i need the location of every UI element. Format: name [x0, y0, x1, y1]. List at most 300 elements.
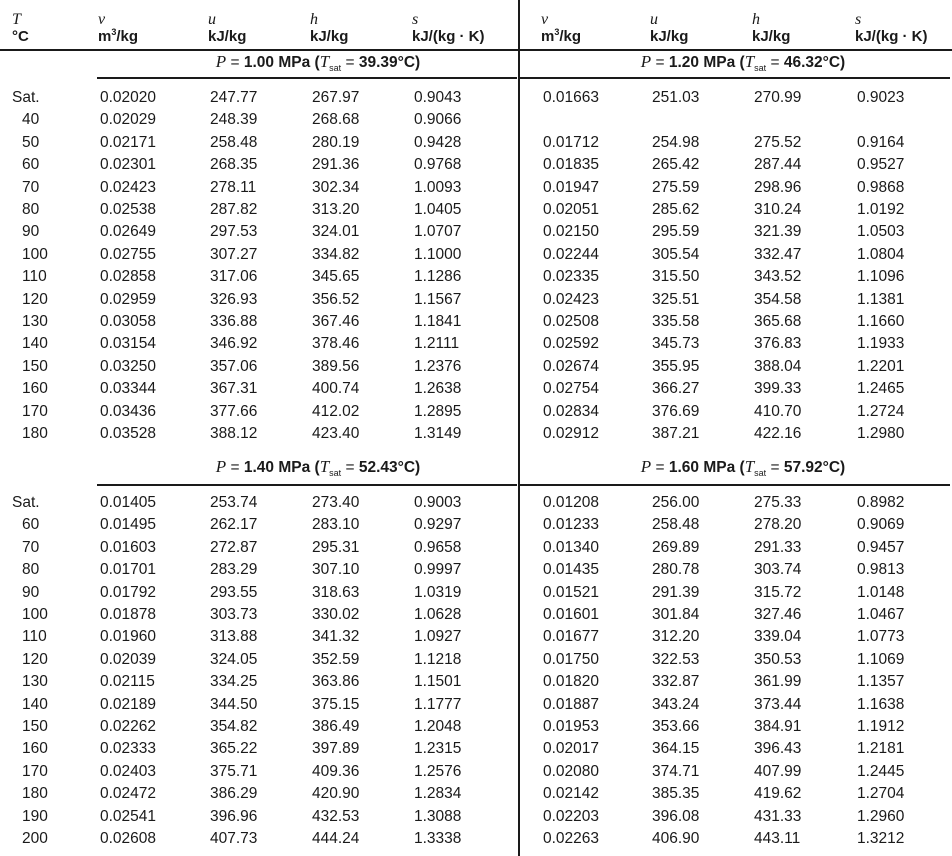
table-cell: 275.52	[754, 133, 802, 151]
temperature-cell: 80	[22, 201, 40, 218]
table-cell: 0.01435	[543, 561, 600, 579]
temperature-cell: 70	[22, 538, 40, 556]
table-cell: 283.10	[312, 516, 360, 534]
table-cell: 1.1000	[414, 245, 462, 263]
table-cell: 352.59	[312, 650, 360, 668]
center-divider	[518, 0, 520, 856]
table-cell: 341.32	[312, 628, 360, 646]
table-cell: 0.02755	[100, 245, 157, 263]
tsat-value: 52.43°C	[358, 459, 416, 476]
table-cell: 378.46	[312, 335, 360, 353]
table-cell: 280.78	[652, 561, 700, 579]
temperature-unit: °C	[12, 28, 29, 45]
tsat-subscript: sat	[754, 468, 767, 479]
temperature-cell: 180	[22, 425, 48, 442]
table-cell: 366.27	[652, 380, 700, 398]
table-cell: 367.46	[312, 313, 360, 330]
pressure-rule	[97, 484, 517, 486]
temperature-cell: 50	[22, 133, 40, 151]
temperature-cell: 120	[22, 290, 48, 308]
table-cell: 0.02244	[543, 245, 600, 263]
pressure-value: 1.00 MPa	[243, 54, 311, 71]
table-cell: 0.03436	[100, 402, 157, 420]
table-cell: 400.74	[312, 380, 360, 398]
table-cell: 312.20	[652, 628, 700, 646]
equals-sign: =	[766, 54, 784, 71]
table-cell: 0.02080	[543, 762, 600, 780]
table-cell: 303.74	[754, 561, 802, 579]
table-cell: 248.39	[210, 111, 258, 129]
table-cell: 1.2834	[414, 785, 462, 803]
table-cell: 0.02592	[543, 335, 600, 353]
temperature-cell: 160	[22, 380, 48, 398]
table-cell: 0.02263	[543, 830, 600, 847]
table-cell: 0.02912	[543, 425, 600, 442]
table-cell: 419.62	[754, 785, 802, 803]
table-cell: 365.68	[754, 313, 802, 330]
table-cell: 0.01233	[543, 516, 600, 534]
table-cell: 1.2638	[414, 380, 462, 398]
table-cell: 376.69	[652, 402, 700, 420]
table-cell: 287.44	[754, 156, 802, 174]
table-cell: 388.12	[210, 425, 258, 442]
tsat-symbol: T	[744, 52, 755, 71]
equals-sign: =	[226, 459, 244, 476]
temperature-cell: 170	[22, 402, 48, 420]
temperature-cell: 170	[22, 762, 48, 780]
table-cell: 332.87	[652, 673, 700, 691]
table-cell: 0.02541	[100, 807, 157, 825]
table-cell: 327.46	[754, 606, 802, 623]
table-cell: 326.93	[210, 290, 258, 308]
table-cell: 0.01750	[543, 650, 600, 668]
table-cell: 346.92	[210, 335, 258, 353]
table-cell: 0.03058	[100, 313, 157, 330]
table-cell: 1.1096	[857, 268, 905, 286]
column-symbol: v	[98, 11, 106, 28]
table-cell: 1.2960	[857, 807, 905, 825]
table-cell: 0.9066	[414, 111, 462, 129]
table-cell: 1.1286	[414, 268, 462, 286]
table-cell: 0.02834	[543, 402, 600, 420]
table-cell: 0.02142	[543, 785, 600, 803]
column-symbol: h	[752, 11, 760, 28]
table-cell: 0.01495	[100, 516, 157, 534]
table-cell: 295.59	[652, 223, 700, 241]
table-cell: 0.01960	[100, 628, 157, 646]
table-cell: 253.74	[210, 494, 258, 511]
table-cell: 389.56	[312, 357, 360, 375]
tsat-value: 57.92°C	[783, 459, 841, 476]
table-cell: 1.1357	[857, 673, 905, 691]
equals-sign: =	[766, 459, 784, 476]
table-cell: 280.19	[312, 133, 360, 151]
table-cell: 325.51	[652, 290, 700, 308]
table-cell: 1.3212	[857, 830, 905, 847]
table-cell: 334.82	[312, 245, 360, 263]
table-cell: 350.53	[754, 650, 802, 668]
table-cell: 0.02017	[543, 740, 600, 758]
table-cell: 1.1218	[414, 650, 462, 668]
table-cell: 1.0405	[414, 201, 462, 218]
table-cell: 313.20	[312, 201, 360, 218]
table-cell: 297.53	[210, 223, 258, 241]
column-symbol: u	[208, 11, 216, 28]
table-cell: 399.33	[754, 380, 802, 398]
table-cell: 0.03154	[100, 335, 157, 353]
table-cell: 1.1069	[857, 650, 905, 668]
equals-sign: =	[226, 54, 244, 71]
table-cell: 0.02171	[100, 133, 157, 151]
table-cell: 247.77	[210, 89, 258, 106]
table-cell: 0.01835	[543, 156, 600, 174]
unit-base: kJ/kg	[208, 28, 247, 45]
table-cell: 1.3338	[414, 830, 462, 847]
column-unit	[310, 29, 348, 45]
table-cell: 1.2201	[857, 357, 905, 375]
table-cell: 345.73	[652, 335, 700, 353]
table-cell: 344.50	[210, 695, 258, 713]
pressure-rule	[97, 77, 517, 79]
pressure-title	[543, 458, 943, 482]
column-symbol: v	[541, 11, 549, 28]
table-cell: 363.86	[312, 673, 360, 691]
temperature-cell: 80	[22, 561, 40, 579]
equals-sign: =	[341, 54, 359, 71]
table-cell: 0.01603	[100, 538, 157, 556]
table-cell: 0.02649	[100, 223, 157, 241]
table-cell: 318.63	[312, 583, 360, 601]
table-cell: 283.29	[210, 561, 258, 579]
table-cell: 1.1381	[857, 290, 905, 308]
table-cell: 1.2181	[857, 740, 905, 758]
table-cell: 410.70	[754, 402, 802, 420]
table-cell: 375.71	[210, 762, 258, 780]
table-cell: 0.01878	[100, 606, 157, 623]
column-symbol: h	[310, 11, 318, 28]
table-cell: 258.48	[652, 516, 700, 534]
table-cell: 357.06	[210, 357, 258, 375]
equals-sign: =	[651, 54, 669, 71]
unit-base: kJ/kg	[310, 28, 349, 45]
table-cell: 407.99	[754, 762, 802, 780]
table-cell: 291.33	[754, 538, 802, 556]
table-cell: 317.06	[210, 268, 258, 286]
table-cell: 1.0148	[857, 583, 905, 601]
table-cell: 409.36	[312, 762, 360, 780]
table-cell: 0.02203	[543, 807, 600, 825]
table-cell: 1.2111	[414, 335, 460, 353]
pressure-symbol: P	[215, 457, 227, 476]
table-cell: 339.04	[754, 628, 802, 646]
table-cell: 1.2576	[414, 762, 462, 780]
table-cell: 291.36	[312, 156, 360, 174]
column-unit	[208, 29, 246, 45]
table-cell: 0.01521	[543, 583, 600, 601]
table-cell: 432.53	[312, 807, 360, 825]
table-cell: 334.25	[210, 673, 258, 691]
table-cell: 313.88	[210, 628, 258, 646]
table-cell: 444.24	[312, 830, 360, 847]
paren-open: (	[310, 459, 320, 476]
temperature-cell: 60	[22, 156, 40, 174]
unit-base: m	[98, 28, 112, 45]
table-cell: 361.99	[754, 673, 802, 691]
table-cell: 1.0503	[857, 223, 905, 241]
table-cell: 1.0628	[414, 606, 462, 623]
tsat-symbol: T	[744, 457, 755, 476]
table-cell: 0.02538	[100, 201, 157, 218]
table-cell: 1.2315	[414, 740, 462, 758]
temperature-cell: 90	[22, 583, 40, 601]
table-cell: 324.05	[210, 650, 258, 668]
unit-base: kJ/kg	[650, 28, 689, 45]
table-cell: 412.02	[312, 402, 360, 420]
column-unit	[541, 29, 581, 45]
column-unit	[650, 29, 688, 45]
table-cell: 293.55	[210, 583, 258, 601]
pressure-value: 1.60 MPa	[668, 459, 736, 476]
table-cell: 256.00	[652, 494, 700, 511]
table-cell: 365.22	[210, 740, 258, 758]
table-cell: 270.99	[754, 89, 802, 106]
table-cell: 386.29	[210, 785, 258, 803]
table-cell: 269.89	[652, 538, 700, 556]
table-cell: 373.44	[754, 695, 802, 713]
table-cell: 367.31	[210, 380, 258, 398]
column-symbol: s	[855, 11, 862, 28]
unit-rest: /kg	[116, 28, 139, 45]
table-cell: 0.03250	[100, 357, 157, 375]
table-cell: 396.43	[754, 740, 802, 758]
table-cell: 1.1638	[857, 695, 905, 713]
temperature-cell: 130	[22, 673, 48, 691]
table-cell: 1.0093	[414, 178, 462, 196]
table-cell: 407.73	[210, 830, 258, 847]
table-cell: 1.2895	[414, 402, 462, 420]
tsat-symbol: T	[319, 457, 330, 476]
table-cell: 0.02959	[100, 290, 157, 308]
table-cell: 0.9868	[857, 178, 905, 196]
table-cell: 258.48	[210, 133, 258, 151]
table-cell: 356.52	[312, 290, 360, 308]
table-cell: 262.17	[210, 516, 258, 534]
table-cell: 278.20	[754, 516, 802, 534]
table-cell: 0.02301	[100, 156, 157, 174]
table-cell: 305.54	[652, 245, 700, 263]
column-unit	[752, 29, 790, 45]
temperature-cell: 110	[22, 628, 47, 646]
temperature-cell: 130	[22, 313, 48, 330]
table-cell: 0.01947	[543, 178, 600, 196]
table-cell: 1.2980	[857, 425, 905, 442]
column-symbol: s	[412, 11, 419, 28]
paren-close: )	[415, 459, 421, 476]
table-cell: 353.66	[652, 718, 700, 735]
table-cell: 268.35	[210, 156, 258, 174]
table-cell: 0.01340	[543, 538, 600, 556]
paren-close: )	[415, 54, 421, 71]
table-cell: 0.02039	[100, 650, 157, 668]
paren-close: )	[840, 459, 846, 476]
table-cell: 0.02472	[100, 785, 157, 803]
table-cell: 0.01701	[100, 561, 157, 579]
table-cell: 1.2376	[414, 357, 462, 375]
table-cell: 0.9043	[414, 89, 462, 106]
table-cell: 0.9003	[414, 494, 462, 511]
temperature-cell: 200	[22, 830, 48, 847]
pressure-rule	[520, 77, 950, 79]
tsat-symbol: T	[319, 52, 330, 71]
table-cell: 1.3088	[414, 807, 462, 825]
table-cell: 1.1501	[414, 673, 462, 691]
unit-rest: /kg	[559, 28, 582, 45]
table-cell: 345.65	[312, 268, 360, 286]
table-cell: 420.90	[312, 785, 360, 803]
table-cell: 265.42	[652, 156, 700, 174]
table-cell: 336.88	[210, 313, 258, 330]
table-cell: 388.04	[754, 357, 802, 375]
pressure-title	[543, 53, 943, 77]
table-cell: 0.03528	[100, 425, 157, 442]
table-cell: 324.01	[312, 223, 360, 241]
table-cell: 0.01820	[543, 673, 600, 691]
tsat-subscript: sat	[754, 63, 767, 74]
paren-open: (	[310, 54, 320, 71]
table-cell: 0.02333	[100, 740, 157, 758]
table-cell: 1.1933	[857, 335, 905, 353]
table-cell: 0.02262	[100, 718, 157, 735]
table-cell: 272.87	[210, 538, 258, 556]
pressure-rule	[520, 484, 950, 486]
table-cell: 384.91	[754, 718, 802, 735]
unit-base: kJ/kg	[752, 28, 791, 45]
temperature-cell: 40	[22, 111, 40, 129]
table-cell: 397.89	[312, 740, 360, 758]
table-cell: 303.73	[210, 606, 258, 623]
table-cell: 0.02335	[543, 268, 600, 286]
table-cell: 377.66	[210, 402, 258, 420]
table-cell: 268.68	[312, 111, 360, 129]
table-cell: 0.01663	[543, 89, 600, 106]
temperature-cell: 150	[22, 718, 48, 735]
table-cell: 1.0773	[857, 628, 905, 646]
column-symbol: u	[650, 11, 658, 28]
table-cell: 386.49	[312, 718, 360, 735]
pressure-symbol: P	[640, 52, 652, 71]
table-cell: 0.01208	[543, 494, 600, 511]
header-rule	[0, 49, 952, 51]
temperature-cell: 140	[22, 335, 48, 353]
table-cell: 287.82	[210, 201, 258, 218]
table-cell: 1.0804	[857, 245, 905, 263]
pressure-title	[118, 53, 518, 77]
paren-open: (	[735, 459, 745, 476]
table-cell: 1.0192	[857, 201, 905, 218]
table-cell: 0.01405	[100, 494, 157, 511]
table-cell: 0.01601	[543, 606, 600, 623]
tsat-value: 46.32°C	[783, 54, 841, 71]
column-unit	[98, 29, 138, 45]
table-cell: 0.8982	[857, 494, 905, 511]
paren-open: (	[735, 54, 745, 71]
table-cell: 0.01887	[543, 695, 600, 713]
table-cell: 375.15	[312, 695, 360, 713]
table-cell: 251.03	[652, 89, 700, 106]
table-cell: 0.9164	[857, 133, 905, 151]
table-cell: 275.59	[652, 178, 700, 196]
temperature-cell: 190	[22, 807, 48, 825]
table-cell: 355.95	[652, 357, 700, 375]
table-cell: 1.1841	[414, 313, 462, 330]
table-cell: 396.08	[652, 807, 700, 825]
table-cell: 1.1777	[414, 695, 462, 713]
table-cell: 0.02029	[100, 111, 157, 129]
temperature-cell: 60	[22, 516, 40, 534]
table-cell: 321.39	[754, 223, 802, 241]
table-cell: 1.0707	[414, 223, 462, 241]
pressure-symbol: P	[640, 457, 652, 476]
table-cell: 335.58	[652, 313, 700, 330]
table-cell: 0.02508	[543, 313, 600, 330]
unit-base: kJ/(kg · K)	[412, 28, 485, 45]
paren-close: )	[840, 54, 846, 71]
table-cell: 1.2445	[857, 762, 905, 780]
temperature-cell: 150	[22, 357, 48, 375]
temperature-cell: 180	[22, 785, 48, 803]
table-cell: 0.02020	[100, 89, 157, 106]
table-cell: 0.9297	[414, 516, 462, 534]
table-cell: 0.9813	[857, 561, 905, 579]
table-cell: 332.47	[754, 245, 802, 263]
table-cell: 0.02674	[543, 357, 600, 375]
table-cell: 0.02754	[543, 380, 600, 398]
table-cell: 354.58	[754, 290, 802, 308]
pressure-value: 1.20 MPa	[668, 54, 736, 71]
table-cell: 0.02403	[100, 762, 157, 780]
table-cell: 0.9997	[414, 561, 462, 579]
table-cell: 0.9069	[857, 516, 905, 534]
table-cell: 0.9428	[414, 133, 462, 151]
tsat-subscript: sat	[329, 468, 342, 479]
table-cell: 301.84	[652, 606, 700, 623]
unit-base: m	[541, 28, 555, 45]
table-cell: 387.21	[652, 425, 700, 442]
table-cell: 1.0319	[414, 583, 462, 601]
temperature-symbol: T	[12, 11, 21, 28]
table-cell: 1.2465	[857, 380, 905, 398]
table-cell: 422.16	[754, 425, 802, 442]
table-cell: 1.2048	[414, 718, 462, 735]
table-cell: 0.02423	[100, 178, 157, 196]
table-cell: 0.01677	[543, 628, 600, 646]
table-cell: 343.52	[754, 268, 802, 286]
table-cell: 0.02858	[100, 268, 157, 286]
table-cell: 423.40	[312, 425, 360, 442]
table-cell: 0.02189	[100, 695, 157, 713]
temperature-cell: Sat.	[12, 494, 40, 511]
table-cell: 322.53	[652, 650, 700, 668]
pressure-title	[118, 458, 518, 482]
table-cell: 275.33	[754, 494, 802, 511]
table-cell: 273.40	[312, 494, 360, 511]
table-cell: 0.03344	[100, 380, 157, 398]
table-cell: 1.2724	[857, 402, 905, 420]
table-cell: 267.97	[312, 89, 360, 106]
table-cell: 330.02	[312, 606, 360, 623]
unit-base: kJ/(kg · K)	[855, 28, 928, 45]
table-cell: 431.33	[754, 807, 802, 825]
